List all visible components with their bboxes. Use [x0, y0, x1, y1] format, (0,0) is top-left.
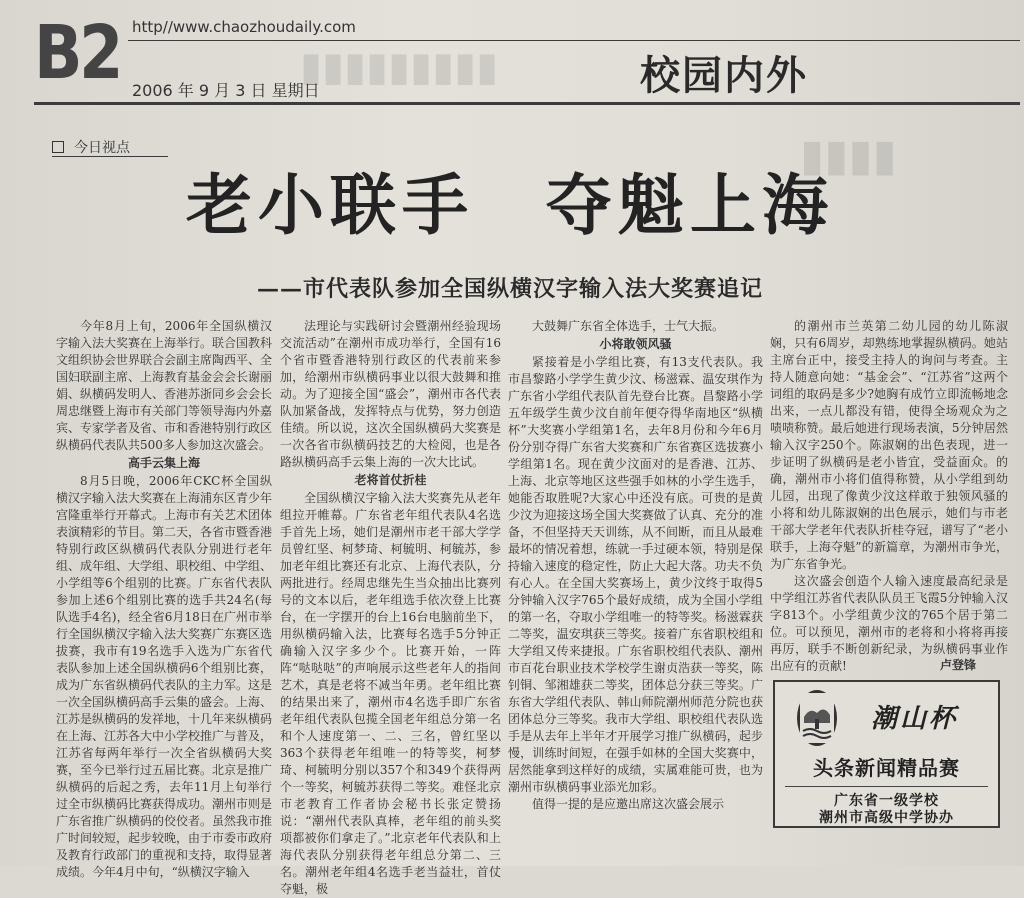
- article-column-2: [280, 318, 501, 896]
- award-sponsor-1: 广东省一级学校: [834, 793, 939, 809]
- column-tag: [52, 137, 130, 157]
- award-title: 头条新闻精品赛: [813, 756, 960, 780]
- bleed-through-text: ▮▮▮▮▮▮▮▮▮: [300, 44, 499, 90]
- section-subheading: 高手云集上海: [127, 456, 200, 470]
- article-column-1: [56, 318, 273, 879]
- article-paragraph: 值得一提的是应邀出席这次盛会展示: [532, 797, 725, 811]
- article-paragraph: 法理论与实践研讨会暨潮州经验现场交流活动”在潮州市成功举行，全国有16个省市暨香港特别行政区的代表前来参加，给潮州市纵横码事业以很大鼓舞和推动。为了迎接全国“盛会”，潮州市各代表队加紧备战，发挥特点与优势，努力创造佳绩。所以说，这次全国纵横码大奖赛是一次各省市纵横码技艺的大检阅，也是各路纵横码高手云集上海的一次大比试。: [280, 319, 501, 469]
- column-tag-underline: [52, 156, 168, 157]
- section-subheading: 老将首仗折桂: [354, 473, 427, 487]
- article-column-3: [508, 318, 763, 828]
- headline: 老小联手 夺魁上海: [186, 166, 834, 244]
- column-tag-label: 今日视点: [74, 140, 130, 156]
- article-paragraph: 的潮州市兰英第二幼儿园的幼儿陈淑娴，只有6周岁，却熟练地掌握纵横码。她站主席台正中，接受主持人的询问与考查。主持人随意向她：“基金会”、“江苏省”这两个词组的取码是多少?她胸有成竹立即流畅地念出来，一点儿都没有错，使得全场观众为之啧啧称赞。最后她进行现场表演，5分钟居然输入汉字250个。陈淑娴的出色表现，进一步证明了纵横码是老小皆宜，受益面众。的确，潮州市小将们值得称赞，从小学组到幼儿园，出现了像黄少汶这样敢于独领风骚的小将和幼儿陈淑娴的出色展示，她们与市老干部大学老年代表队折桂夺冠，谱写了“老小联手，上海夺魁”的新篇章，为潮州市争光，为广东省争光。: [770, 319, 1008, 571]
- issue-date: 2006 年 9 月 3 日 星期日: [132, 81, 320, 100]
- website-url: http//www.chaozhoudaily.com: [132, 18, 356, 36]
- award-sponsor-2: 潮州市高级中学协办: [819, 810, 954, 826]
- article-paragraph: 大鼓舞广东省全体选手，士气大振。: [532, 319, 725, 333]
- article-paragraph: 全国纵横汉字输入法大奖赛先从老年组拉开帷幕。广东省老年组代表队4名选手首先上场，她们是潮州市老干部大学学员曾红坚、柯梦琦、柯毓明、柯毓苏，参加老年组比赛还有北京、上海代表队，分两批进行。经周忠继先生当众抽出比赛列号的文本以后，老年组选手依次登上比赛台，在一字摆开的台上16台电脑前坐下，用纵横码输入法，比赛每名选手5分钟正确输入汉字多少个。比赛开始，一阵阵“哒哒哒”的声响展示这些老年人的指间艺术，真是老将不减当年勇。老年组比赛的结果出来了，潮州市4名选手即广东省老年组代表队包揽全国老年组总分第一名和个人速度第一、二、三名，曾红坚以363个获得老年组唯一的特等奖，柯梦琦、柯毓明分别以357个和349个获得两个一等奖，柯毓苏获得二等奖。难怪北京市老教育工作者协会秘书长张定赞扬说：“潮州代表队真棒，老年组的前头奖项都被你们拿走了。”北京老年代表队和上海代表队分别获得老年组总分第二、三名。潮州老年组4名选手老当益壮，首仗夺魁，极: [280, 491, 501, 896]
- article-paragraph: 今年8月上旬，2006年全国纵横汉字输入法大奖赛在上海举行。联合国教科文组织协会世界联合会副主席陶西平、全国妇联副主席、上海教育基金会会长谢丽娟、纵横码发明人、香港苏浙同乡会会长周忠继暨上海市有关部门等领导海内外嘉宾、专家学者及省、市和香港特别行政区纵横码代表队共500多人参加这次盛会。: [56, 319, 273, 452]
- header-rule: [128, 40, 1020, 41]
- page-number: B2: [34, 10, 120, 96]
- award-logo-icon: [797, 690, 837, 746]
- article-paragraph: 这次盛会创造个人输入速度最高纪录是中学组江苏省代表队队员王飞霞5分钟输入汉字813个。小学组黄少汶的765个居于第二位。可以预见，潮州市的老将和小将将再接再厉，联手不断创新纪录，为纵横码事业作出应有的贡献!: [770, 574, 1008, 673]
- award-divider: [785, 786, 988, 787]
- checkbox-square-icon: [52, 141, 64, 153]
- author-byline: 卢登锋: [940, 658, 977, 672]
- bleed-through-text: ▮▮▮▮: [800, 130, 897, 181]
- article-paragraph: 紧接着是小学组比赛，有13支代表队。我市昌黎路小学学生黄少汶、杨滋霖、温安琪作为广东省小学组代表队首先登台比赛。昌黎路小学五年级学生黄少汶自前年便夺得华南地区“纵横杯”大奖赛小学组第1名，去年8月份和今年6月份分别夺得广东省大奖赛和广东省赛区选拔赛小学组第1名。现在黄少汶面对的是香港、江苏、上海、北京等地区这些强手如林的小学生选手，她能否取胜呢?大家心中还没有底。可贵的是黄少汶为迎接这场全国大奖赛做了认真、充分的准备，不但坚持天天训练，从不间断，而且从最难最坏的情况着想，练就一手过硬本领，特别是保持输入速度的稳定性，防止大起大落。功夫不负有心人。在全国大奖赛场上，黄少汶终于取得5分钟输入汉字765个最好成绩，成为全国小学组的第一名，夺取小学组唯一的特等奖。杨滋霖获二等奖，温安琪获三等奖。接着广东省职校组和大学组又传来捷报。广东省职校组代表队、潮州市百花台职业技术学校学生谢贞浩获一等奖，陈钊铜、邹湘雄获二等奖，团体总分获三等奖。广东省大学组代表队、韩山师院潮州师范分院也获团体总分三等奖。我市大学组、职校组代表队选手是从去年上半年才开展学习推广纵横码，起步慢，训练时间短，在强手如林的全国大奖赛中，居然能拿到这样好的成绩，实属难能可贵，也为潮州市纵横码事业添光加彩。: [508, 355, 763, 794]
- article-paragraph: 8月5日晚，2006年CKC杯全国纵横汉字输入法大奖赛在上海浦东区青少年宫隆重举行开幕式。上海市有关艺术团体表演精彩的节目。第二天，各省市暨香港特别行政区纵横码代表队分别进行老年组、成年组、大学组、职校组、中学组、小学组等6个组别的比赛。广东省代表队参加上述6个组别比赛的选手共24名(每队选手4名)，经全省6月18日在广州市举行全国纵横汉字输入法大奖赛广东赛区选拔赛，我市有19名选手入选为广东省代表队参加上述全国纵横码6个组别比赛，成为广东省纵横码代表队的主力军。这是一次全国纵横码高手云集的盛会。上海、江苏是纵横码的发祥地，十几年来纵横码在上海、江苏各大中小学校推广与普及，江苏省每两年举行一次全省纵横码大奖赛，至今已举行过五届比赛。北京是推广纵横码的后起之秀，去年11月上旬举行过全市纵横码比赛获得成功。潮州市则是广东省推广纵横码的佼佼者。虽然我市推广时间较短，起步较晚，由于市委市政府及教育行政部门的重视和支持，取得显著成绩。今年4月中旬，“纵横汉字输入: [56, 474, 273, 879]
- subheadline: ——市代表队参加全国纵横汉字输入法大奖赛追记: [256, 276, 763, 302]
- award-box: [773, 680, 1000, 828]
- section-subheading: 小将敢领风骚: [599, 337, 672, 351]
- header-rule-thick: [34, 102, 1020, 105]
- award-cup-name: 潮山杯: [871, 704, 959, 734]
- section-title: 校园内外: [640, 52, 808, 99]
